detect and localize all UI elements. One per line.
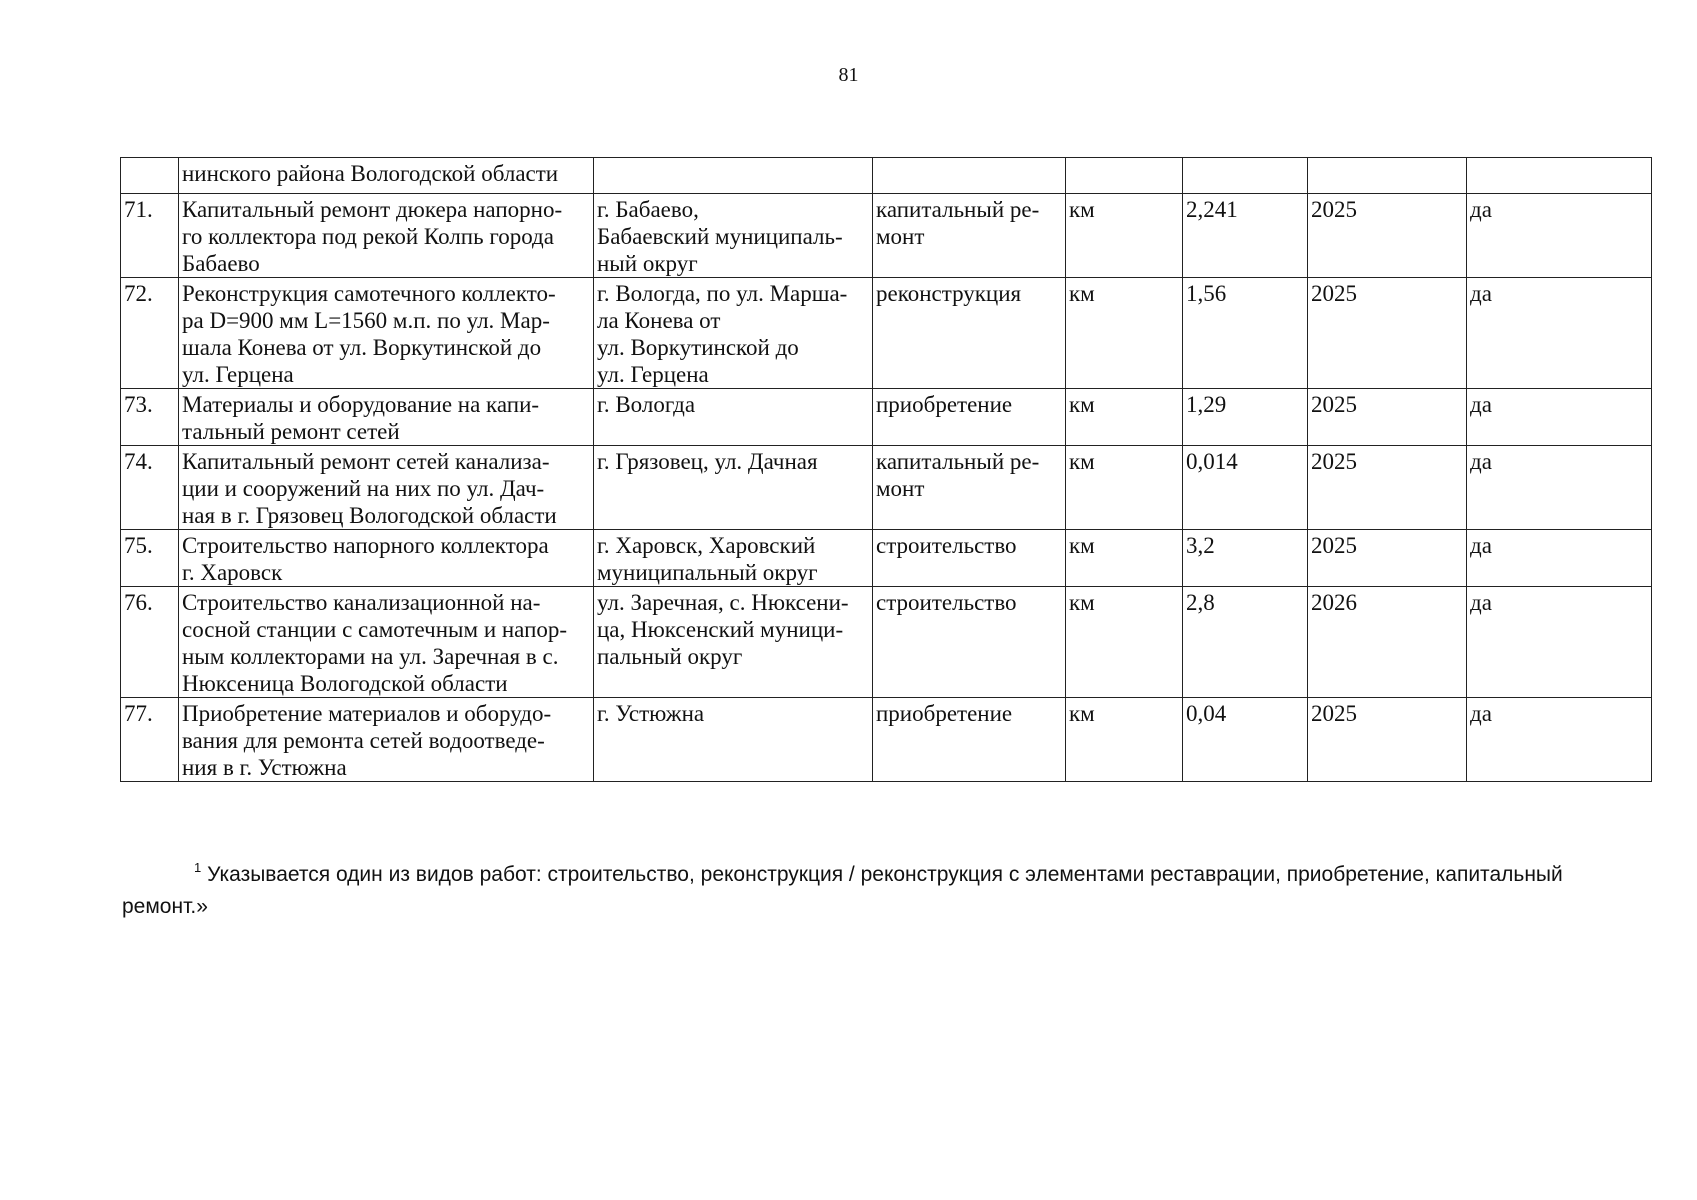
location-cell [594, 158, 873, 194]
year-cell: 2025 [1308, 698, 1467, 782]
location-cell: г. Харовск, Харовский муниципальный округ [594, 530, 873, 587]
unit-cell: км [1066, 698, 1183, 782]
page-number: 81 [838, 64, 859, 86]
object-name-cell: нинского района Вологодской области [179, 158, 594, 194]
works-table [120, 157, 1652, 782]
unit-cell [1066, 158, 1183, 194]
location-cell: г. Вологда, по ул. Марша- ла Конева от ул. Воркутинской до ул. Герцена [594, 278, 873, 389]
footnote-text: Указывается один из видов работ: строительство, реконструкция / реконструкция с элементами реставрации, приобретение, капитальный ремонт.» [122, 863, 1563, 918]
table-row [121, 389, 1652, 446]
capacity-cell [1183, 158, 1308, 194]
capacity-cell: 0,04 [1183, 698, 1308, 782]
flag-cell: да [1467, 446, 1652, 530]
unit-cell: км [1066, 587, 1183, 698]
capacity-cell: 1,29 [1183, 389, 1308, 446]
row-number-cell [121, 158, 179, 194]
work-type-cell: строительство [873, 530, 1066, 587]
flag-cell: да [1467, 587, 1652, 698]
work-type-cell: капитальный ре- монт [873, 194, 1066, 278]
object-name-cell: Капитальный ремонт сетей канализа- ции и сооружений на них по ул. Дач- ная в г. Грязовец Вологодской области [179, 446, 594, 530]
flag-cell: да [1467, 698, 1652, 782]
location-cell: г. Устюжна [594, 698, 873, 782]
flag-cell: да [1467, 278, 1652, 389]
footnote-marker: 1 [194, 860, 202, 875]
work-type-cell: приобретение [873, 698, 1066, 782]
table-body [121, 158, 1652, 782]
location-cell: г. Вологда [594, 389, 873, 446]
object-name-cell: Материалы и оборудование на капи- тальный ремонт сетей [179, 389, 594, 446]
object-name-cell: Приобретение материалов и оборудо- вания для ремонта сетей водоотведе- ния в г. Устюжна [179, 698, 594, 782]
year-cell: 2025 [1308, 389, 1467, 446]
unit-cell: км [1066, 278, 1183, 389]
table-row [121, 587, 1652, 698]
location-cell: ул. Заречная, с. Нюксени- ца, Нюксенский муници- пальный округ [594, 587, 873, 698]
footnote [122, 852, 1642, 923]
location-cell: г. Бабаево, Бабаевский муниципаль- ный округ [594, 194, 873, 278]
flag-cell: да [1467, 389, 1652, 446]
row-number-cell: 71. [121, 194, 179, 278]
year-cell: 2025 [1308, 530, 1467, 587]
year-cell: 2026 [1308, 587, 1467, 698]
object-name-cell: Строительство напорного коллектора г. Харовск [179, 530, 594, 587]
object-name-cell: Строительство канализационной на- сосной станции с самотечным и напор- ным коллекторами на ул. Заречная в с. Нюксеница Вологодской области [179, 587, 594, 698]
year-cell [1308, 158, 1467, 194]
object-name-cell: Реконструкция самотечного коллекто- ра D=900 мм L=1560 м.п. по ул. Мар- шала Конева от ул. Воркутинской до ул. Герцена [179, 278, 594, 389]
capacity-cell: 2,241 [1183, 194, 1308, 278]
work-type-cell: реконструкция [873, 278, 1066, 389]
location-cell: г. Грязовец, ул. Дачная [594, 446, 873, 530]
capacity-cell: 1,56 [1183, 278, 1308, 389]
year-cell: 2025 [1308, 446, 1467, 530]
table-row [121, 530, 1652, 587]
row-number-cell: 76. [121, 587, 179, 698]
year-cell: 2025 [1308, 194, 1467, 278]
flag-cell: да [1467, 530, 1652, 587]
row-number-cell: 72. [121, 278, 179, 389]
table-row [121, 158, 1652, 194]
capacity-cell: 3,2 [1183, 530, 1308, 587]
work-type-cell: строительство [873, 587, 1066, 698]
row-number-cell: 73. [121, 389, 179, 446]
year-cell: 2025 [1308, 278, 1467, 389]
capacity-cell: 0,014 [1183, 446, 1308, 530]
row-number-cell: 77. [121, 698, 179, 782]
unit-cell: км [1066, 530, 1183, 587]
work-type-cell: капитальный ре- монт [873, 446, 1066, 530]
table-row [121, 278, 1652, 389]
table-row [121, 446, 1652, 530]
table-row [121, 698, 1652, 782]
table-row [121, 194, 1652, 278]
capacity-cell: 2,8 [1183, 587, 1308, 698]
row-number-cell: 75. [121, 530, 179, 587]
unit-cell: км [1066, 194, 1183, 278]
work-type-cell: приобретение [873, 389, 1066, 446]
flag-cell [1467, 158, 1652, 194]
row-number-cell: 74. [121, 446, 179, 530]
flag-cell: да [1467, 194, 1652, 278]
object-name-cell: Капитальный ремонт дюкера напорно- го коллектора под рекой Колпь города Бабаево [179, 194, 594, 278]
unit-cell: км [1066, 389, 1183, 446]
unit-cell: км [1066, 446, 1183, 530]
work-type-cell [873, 158, 1066, 194]
